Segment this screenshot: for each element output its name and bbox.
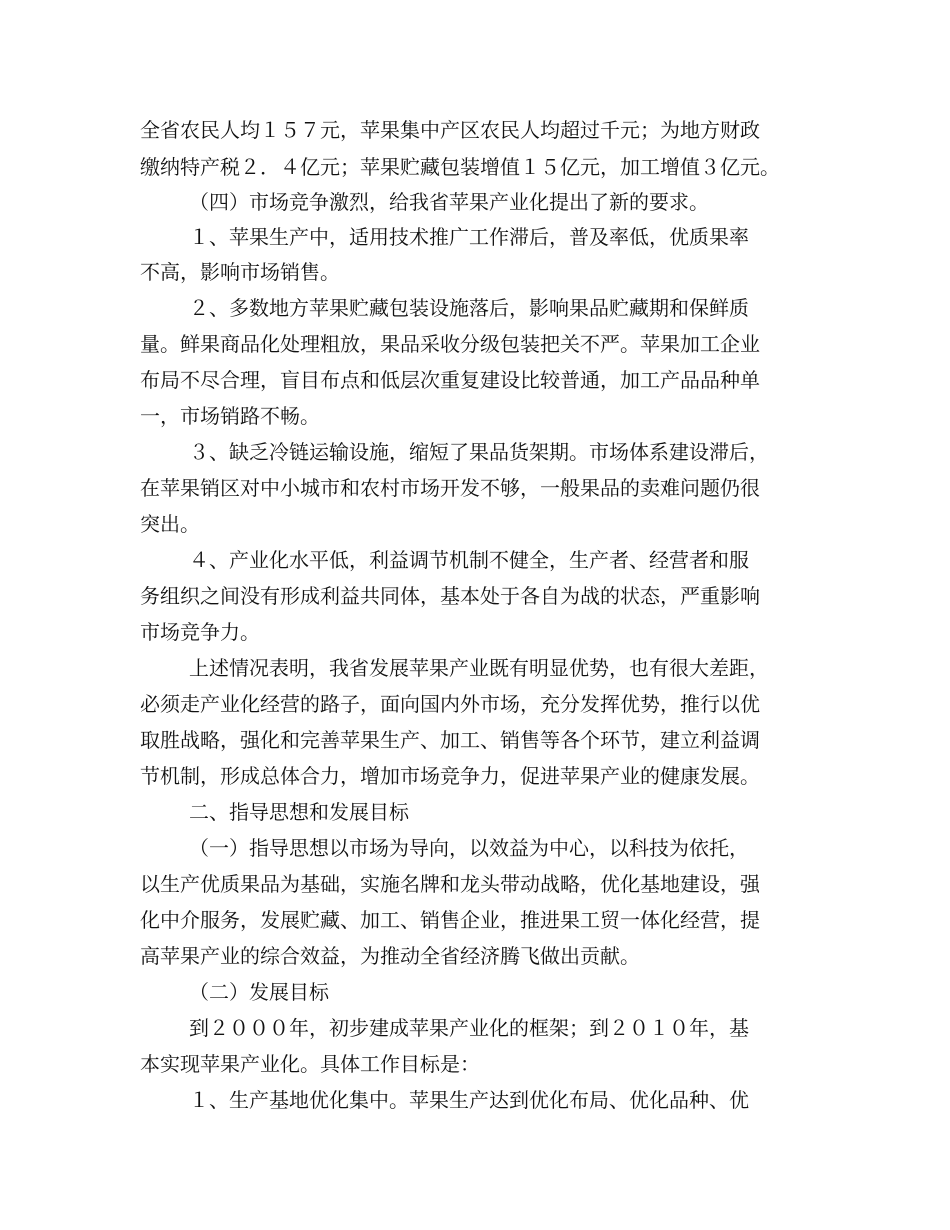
text-line: １、苹果生产中，适用技术推广工作滞后，普及率低，优质果率 bbox=[189, 225, 749, 249]
text-line: 缴纳特产税２．４亿元；苹果贮藏包装增值１５亿元，加工增值３亿元。 bbox=[140, 155, 780, 179]
text-line: 务组织之间没有形成利益共同体，基本处于各自为战的状态，严重影响 bbox=[140, 584, 760, 608]
text-line: 不高，影响市场销售。 bbox=[140, 260, 340, 284]
text-line: 一，市场销路不畅。 bbox=[140, 404, 320, 428]
text-line: 市场竞争力。 bbox=[140, 620, 260, 644]
text-line: 全省农民人均１５７元，苹果集中产区农民人均超过千元；为地方财政 bbox=[140, 118, 760, 142]
text-line: 节机制，形成总体合力，增加市场竞争力，促进苹果产业的健康发展。 bbox=[140, 764, 760, 788]
text-line: 取胜战略，强化和完善苹果生产、加工、销售等各个环节，建立利益调 bbox=[140, 728, 760, 752]
text-line: 在苹果销区对中小城市和农村市场开发不够，一般果品的卖难问题仍很 bbox=[140, 476, 760, 500]
text-line: 到２０００年，初步建成苹果产业化的框架；到２０１０年，基 bbox=[189, 1016, 749, 1040]
text-line: ２、多数地方苹果贮藏包装设施落后，影响果品贮藏期和保鲜质 bbox=[189, 296, 749, 320]
text-line: 以生产优质果品为基础，实施名牌和龙头带动战略，优化基地建设，强 bbox=[140, 872, 760, 896]
text-line: ４、产业化水平低，利益调节机制不健全，生产者、经营者和服 bbox=[189, 548, 749, 572]
text-line: ３、缺乏冷链运输设施，缩短了果品货架期。市场体系建设滞后， bbox=[189, 440, 769, 464]
text-line: 突出。 bbox=[140, 512, 200, 536]
text-line: 量。鲜果商品化处理粗放，果品采收分级包装把关不严。苹果加工企业 bbox=[140, 332, 760, 356]
text-line: 高苹果产业的综合效益，为推动全省经济腾飞做出贡献。 bbox=[140, 944, 640, 968]
subsection-heading: （二）发展目标 bbox=[189, 980, 329, 1004]
text-line: １、生产基地优化集中。苹果生产达到优化布局、优化品种、优 bbox=[189, 1088, 749, 1112]
text-line: 本实现苹果产业化。具体工作目标是： bbox=[140, 1052, 480, 1076]
section-heading: 二、指导思想和发展目标 bbox=[189, 800, 409, 824]
text-line: （四）市场竞争激烈，给我省苹果产业化提出了新的要求。 bbox=[189, 190, 709, 214]
text-line: 布局不尽合理，盲目布点和低层次重复建设比较普通，加工产品品种单 bbox=[140, 368, 760, 392]
text-line: 化中介服务，发展贮藏、加工、销售企业，推进果工贸一体化经营，提 bbox=[140, 908, 760, 932]
text-line: 必须走产业化经营的路子，面向国内外市场，充分发挥优势，推行以优 bbox=[140, 692, 760, 716]
text-line: （一）指导思想以市场为导向，以效益为中心，以科技为依托， bbox=[189, 836, 749, 860]
text-line: 上述情况表明，我省发展苹果产业既有明显优势，也有很大差距， bbox=[189, 656, 769, 680]
